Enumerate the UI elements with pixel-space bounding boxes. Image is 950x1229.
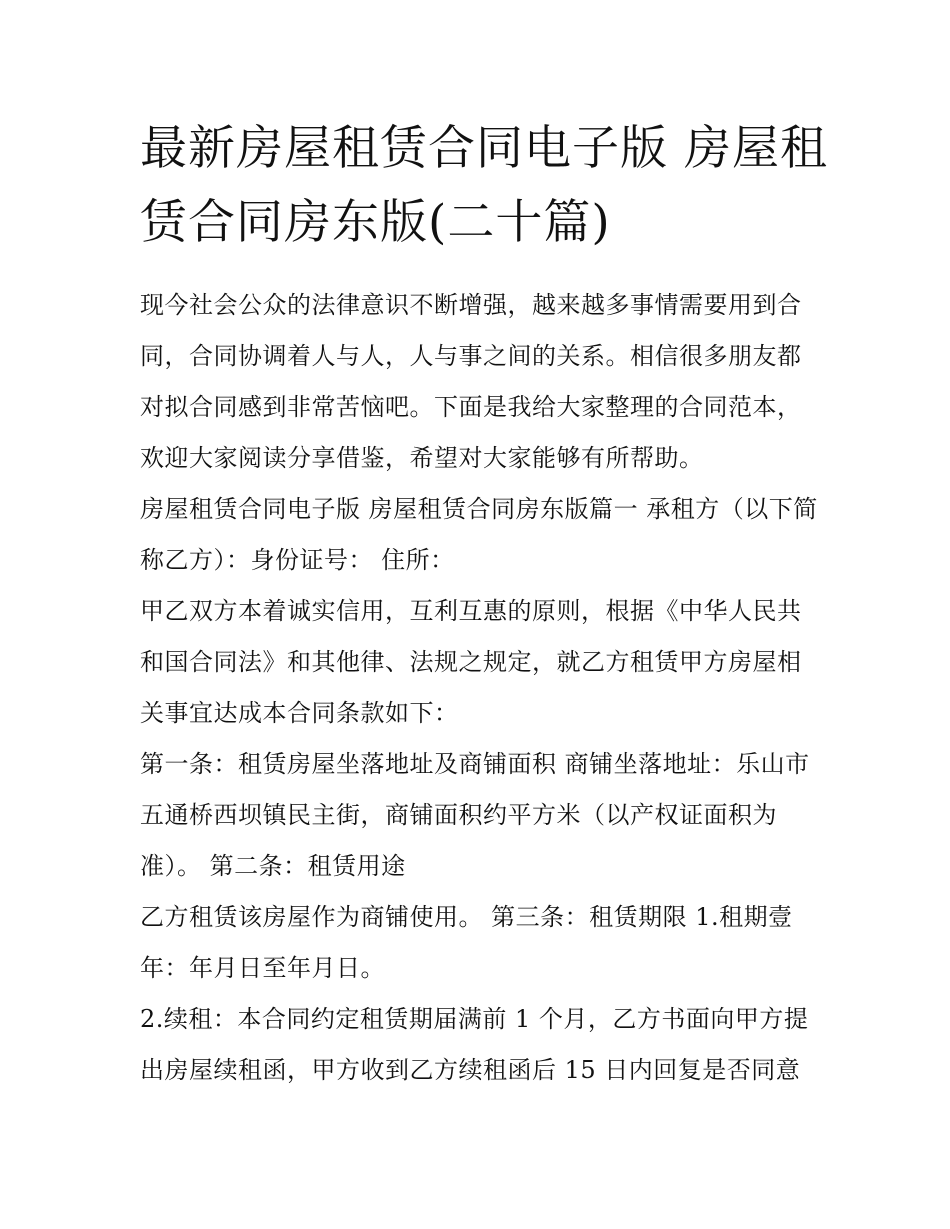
paragraph-intro: 现今社会公众的法律意识不断增强，越来越多事情需要用到合同，合同协调着人与人，人与事之间的关系。相信很多朋友都对拟合同感到非常苦恼吧。下面是我给大家整理的合同范本，欢迎大家阅读分享借鉴，希望对大家能够有所帮助。	[140, 291, 802, 472]
paragraph-tenant-info: 房屋租赁合同电子版 房屋租赁合同房东版篇一 承租方（以下简称乙方）：身份证号： 住所：	[140, 495, 818, 574]
paragraph-renewal: 2.续租：本合同约定租赁期届满前 1 个月，乙方书面向甲方提出房屋续租函，甲方收到乙方续租函后 15 日内回复是否同意	[140, 1005, 809, 1084]
paragraph-principles: 甲乙双方本着诚实信用，互利互惠的原则，根据《中华人民共和国合同法》和其他律、法规之规定，就乙方租赁甲方房屋相关事宜达成本合同条款如下：	[140, 597, 802, 727]
document-body	[140, 280, 820, 1096]
paragraph-article-1: 第一条：租赁房屋坐落地址及商铺面积 商铺坐落地址：乐山市五通桥西坝镇民主街，商铺面积约平方米（以产权证面积为准）。 第二条：租赁用途	[140, 750, 810, 880]
paragraph-article-2-3: 乙方租赁该房屋作为商铺使用。 第三条：租赁期限 1.租期壹年：年月日至年月日。	[140, 903, 793, 982]
document-title: 最新房屋租赁合同电子版 房屋租赁合同房东版(二十篇)	[140, 121, 828, 250]
